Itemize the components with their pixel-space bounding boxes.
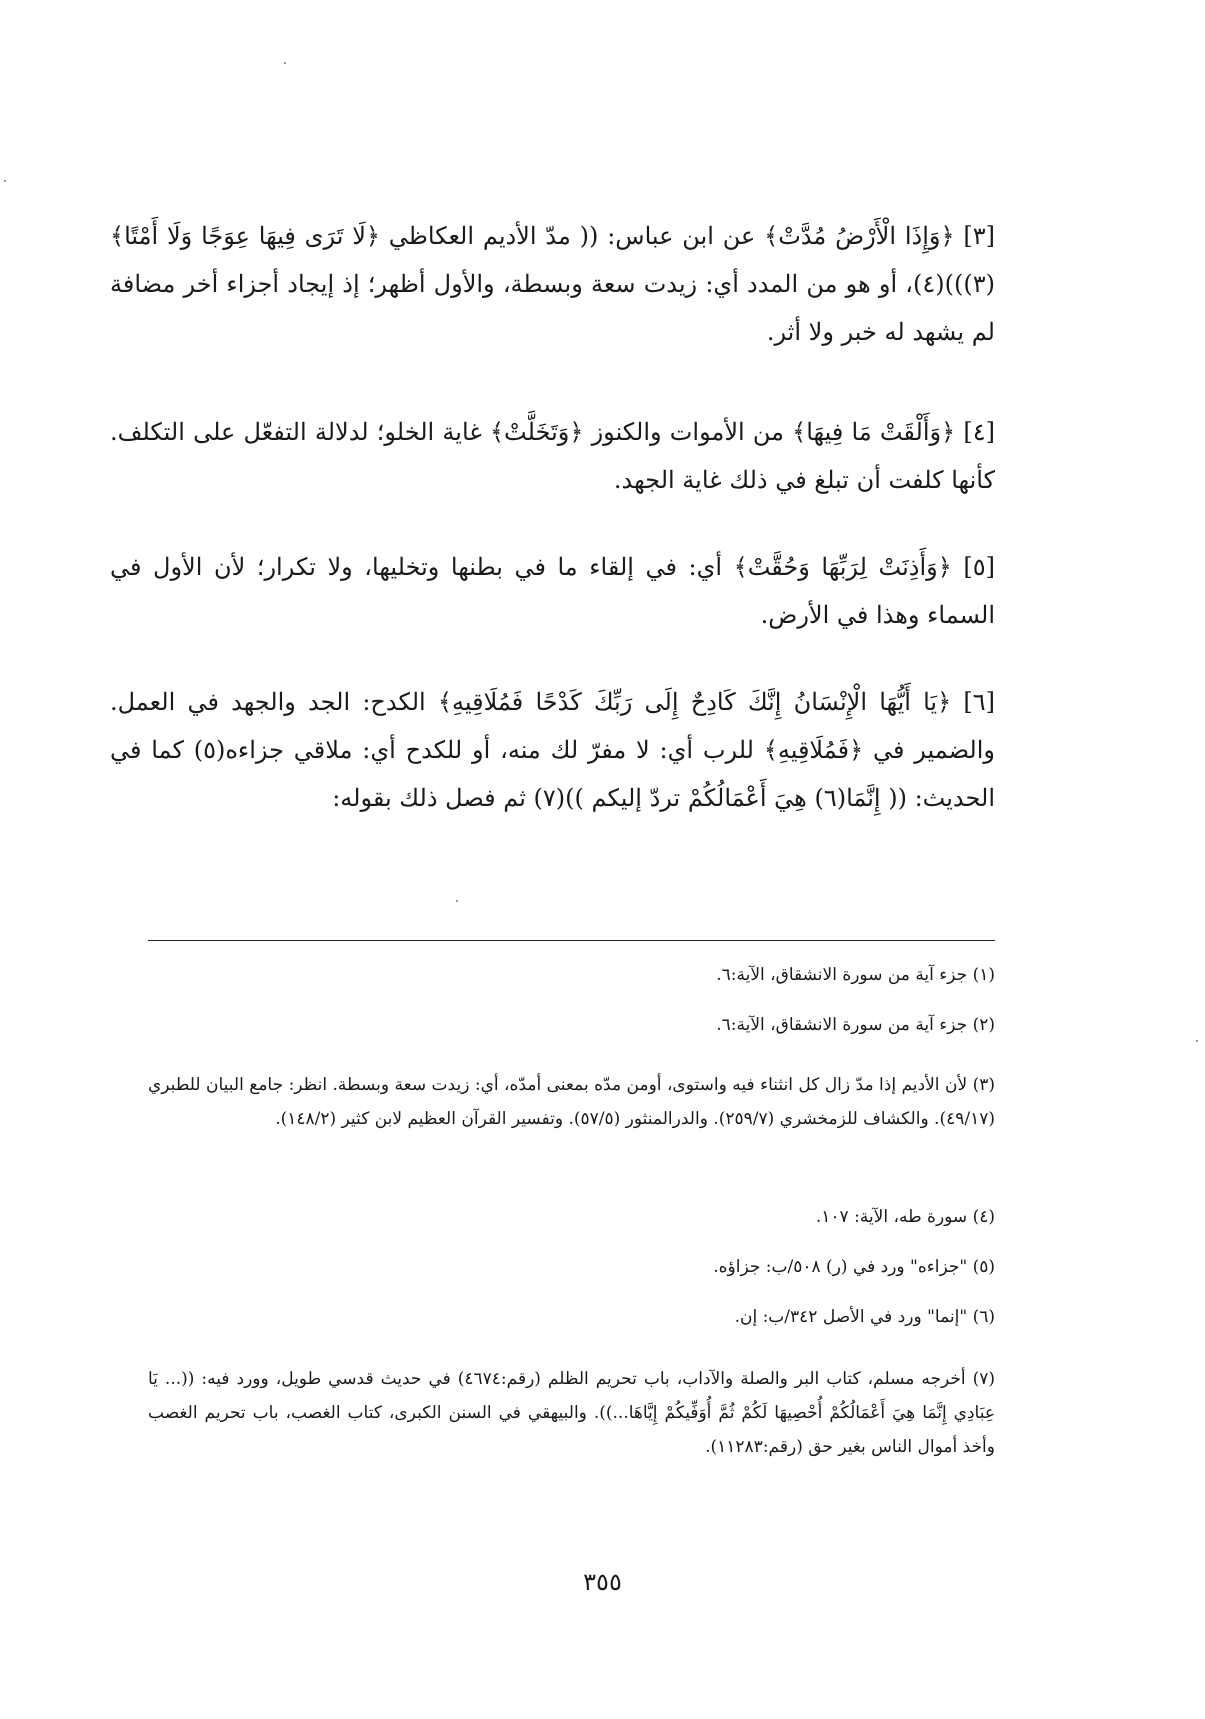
scan-speck (456, 900, 458, 902)
paragraph-verse-6: [٦] ﴿يَا أَيُّهَا الْإِنْسَانُ إِنَّكَ كَادِحٌ إِلَى رَبِّكَ كَدْحًا فَمُلَاقِيهِ﴾ الكدح: الجد والجهد في العمل. والضمير في ﴿فَمُلَاقِيهِ﴾ للرب أي: لا مفرّ لك منه، أو للكدح أي: ملاقي جزاءه(٥) كما في الحديث: (( إِنَّمَا(٦) هِيَ أَعْمَالُكُمْ تردّ إليكم ))(٧) ثم فصل ذلك بقوله: (110, 688, 996, 812)
footnote-7: (٧) أخرجه مسلم، كتاب البر والصلة والآداب، باب تحريم الظلم (رقم:٤٦٧٤) في حديث قدسي طويل، وورد فيه: ((... يَا عِبَادِي إِنَّمَا هِيَ أَعْمَالُكُمْ أُحْصِيهَا لَكُمْ ثُمَّ أُوَفِّيكُمْ إِيَّاهَا...)). والبيهقي في السنن الكبرى، كتاب الغصب، باب تحريم الغصب وأخذ أموال الناس بغير حق (رقم:١١٢٨٣). (148, 1369, 995, 1457)
scan-speck (1196, 1040, 1198, 1042)
footnote-1: (١) جزء آية من سورة الانشقاق، الآية:٦. (716, 965, 995, 985)
footnote-2: (٢) جزء آية من سورة الانشقاق، الآية:٦. (716, 1015, 995, 1035)
footnote-3: (٣) لأن الأديم إذا مدّ زال كل انثناء فيه واستوى، أومن مدّه بمعنى أمدّه، أي: زيدت سعة وبسطة. انظر: جامع البيان للطبري (٤٩/١٧). والكشاف للزمخشري (٢٥٩/٧). والدرالمنثور (٥٧/٥). وتفسير القرآن العظيم لابن كثير (١٤٨/٢). (148, 1075, 995, 1129)
footnote-4: (٤) سورة طه، الآية: ١٠٧. (815, 1207, 995, 1227)
scan-speck (4, 180, 6, 182)
paragraph-verse-3: [٣] ﴿وَإِذَا الْأَرْضُ مُدَّتْ﴾ عن ابن عباس: (( مدّ الأديم العكاظي ﴿لَا تَرَى فِيهَا عِوَجًا وَلَا أَمْتًا﴾(٣)))(٤)، أو هو من المدد أي: زيدت سعة وبسطة، والأول أظهر؛ إذ إيجاد أجزاء أخر مضافة لم يشهد له خبر ولا أثر. (110, 222, 995, 346)
paragraph-verse-4: [٤] ﴿وَأَلْقَتْ مَا فِيهَا﴾ من الأموات والكنوز ﴿وَتَخَلَّتْ﴾ غاية الخلو؛ لدلالة التفعّل على التكلف. كأنها كلفت أن تبلغ في ذلك غاية الجهد. (110, 418, 996, 494)
footnote-6: (٦) "إنما" ورد في الأصل ٣٤٢/ب: إن. (734, 1307, 995, 1327)
scan-speck (284, 62, 286, 64)
footnote-separator (148, 940, 995, 941)
paragraph-verse-5: [٥] ﴿وَأَذِنَتْ لِرَبِّهَا وَحُقَّتْ﴾ أي: في إلقاء ما في بطنها وتخليها، ولا تكرار؛ لأن الأول في السماء وهذا في الأرض. (110, 553, 995, 629)
page-number: ٣٥٥ (583, 1568, 622, 1596)
footnote-5: (٥) "جزاءه" ورد في (ر) ٥٠٨/ب: جزاؤه. (713, 1257, 995, 1277)
